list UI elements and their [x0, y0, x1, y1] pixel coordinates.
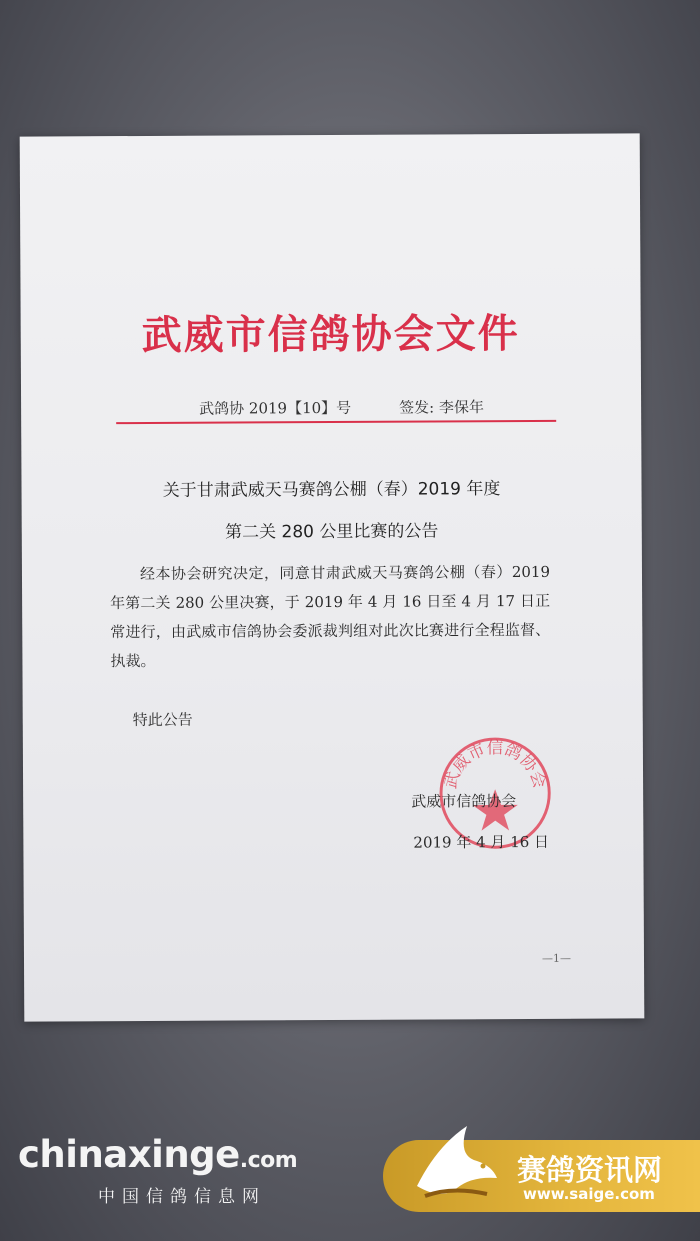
svg-text:武威市信鸽协会: 武威市信鸽协会	[439, 737, 551, 791]
notice-body: 经本协会研究决定，同意甘肃武威天马赛鸽公棚（春）2019 年第二关 280 公里决赛，于 2019 年 4 月 16 日至 4 月 17 日正常进行，由武威市信鸽协会委派裁判组对此次比赛进行全程监督、执裁。	[110, 562, 551, 671]
chinaxinge-logo-suffix: .com	[239, 1148, 298, 1173]
saige-watermark	[383, 1140, 700, 1212]
notice-title-line2: 第二关 280 公里比赛的公告	[225, 521, 439, 543]
saige-logo-name: 赛鸽资讯网	[517, 1153, 663, 1187]
chinaxinge-subtitle: 中国信鸽信息网	[98, 1187, 266, 1207]
chinaxinge-logo-text: chinaxinge	[18, 1133, 240, 1176]
chinaxinge-logo	[18, 1133, 298, 1176]
document-page	[20, 133, 645, 1021]
signature-date: 2019 年 4 月 16 日	[413, 832, 550, 852]
pigeon-logo-icon	[397, 1116, 507, 1216]
red-divider	[116, 420, 556, 424]
document-signer: 签发: 李保年	[399, 398, 484, 417]
page-number: —1—	[541, 951, 572, 965]
document-number: 武鸽协 2019【10】号	[199, 398, 352, 418]
saige-logo-url: www.saige.com	[523, 1185, 655, 1203]
notice-title-line1: 关于甘肃武威天马赛鸽公棚（春）2019 年度	[162, 479, 501, 501]
notice-closing: 特此公告	[132, 710, 193, 730]
chinaxinge-watermark	[18, 1133, 298, 1207]
letterhead-title: 武威市信鸽协会文件	[141, 310, 520, 359]
signature-organization: 武威市信鸽协会	[411, 792, 517, 811]
